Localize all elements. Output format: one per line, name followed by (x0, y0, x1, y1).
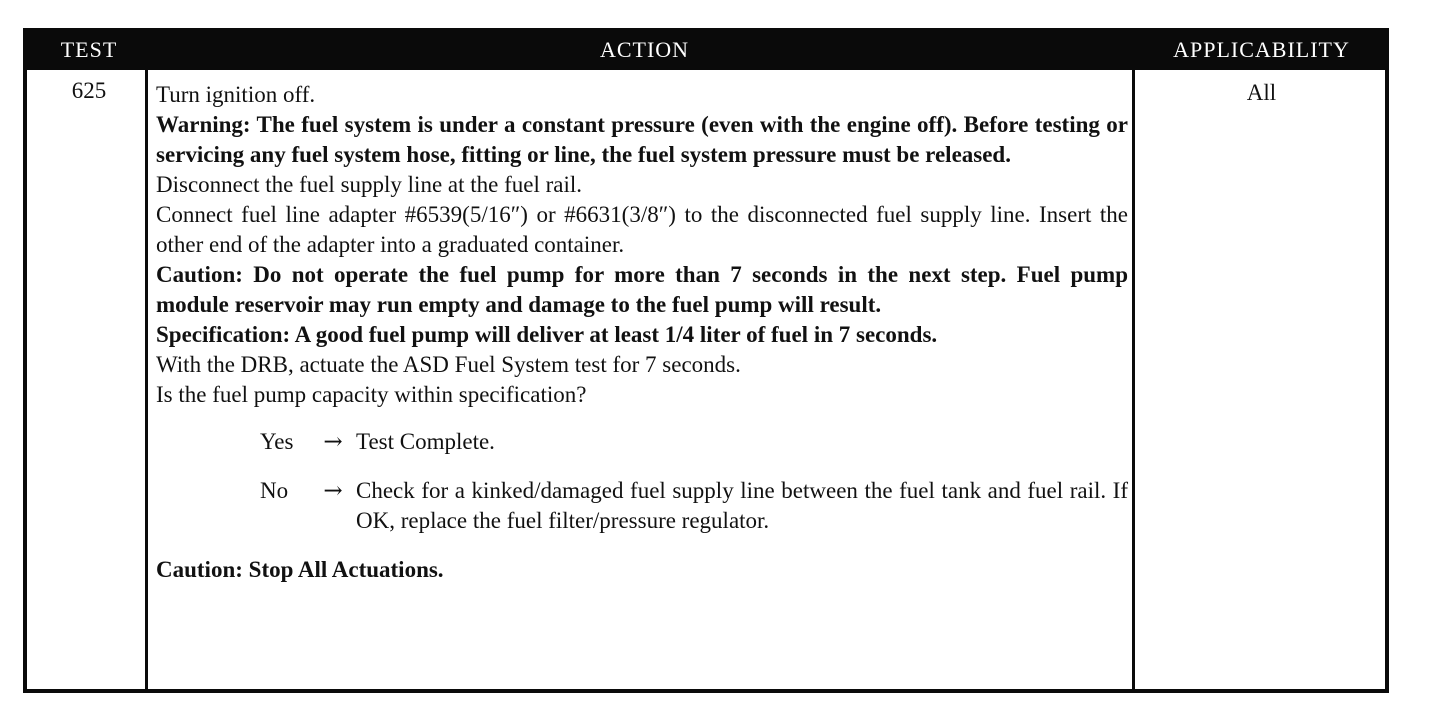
step-actuate-asd-test: With the DRB, actuate the ASD Fuel System test for 7 seconds. (156, 352, 741, 377)
answer-no-text: Check for a kinked/damaged fuel supply line between the fuel tank and fuel rail. If OK, replace the fuel filter/pressure regulator. (356, 478, 1128, 533)
diagnostic-table (23, 28, 1389, 693)
header-test: TEST (60, 37, 118, 62)
step-disconnect-supply-line: Disconnect the fuel supply line at the fuel rail. (156, 172, 583, 197)
column-divider-test (145, 70, 148, 693)
specification-fuel-volume: Specification: A good fuel pump will deliver at least 1/4 liter of fuel in 7 seconds. (156, 322, 938, 347)
answer-yes-label: Yes (260, 429, 294, 454)
step-turn-ignition-off: Turn ignition off. (156, 82, 316, 107)
answer-yes-text: Test Complete. (356, 429, 495, 454)
applicability-value: All (1246, 80, 1277, 105)
caution-stop-actuations: Caution: Stop All Actuations. (156, 557, 444, 582)
answer-no (260, 476, 1128, 536)
arrow-right-icon: → (323, 478, 343, 504)
answer-list (260, 427, 1128, 536)
question-capacity-spec: Is the fuel pump capacity within specification? (156, 382, 587, 407)
column-divider-applicability (1132, 70, 1135, 693)
header-action: ACTION (599, 37, 690, 62)
table-header-row (27, 32, 1385, 70)
answer-yes (260, 427, 1128, 457)
action-cell (156, 80, 1128, 585)
step-connect-adapter: Connect fuel line adapter #6539(5/16″) or #6631(3/8″) to the disconnected fuel supply line. Insert the other end of the adapter into a graduated container. (156, 202, 1128, 257)
warning-fuel-pressure: Warning: The fuel system is under a constant pressure (even with the engine off). Before testing or servicing any fuel system hose, fitting or line, the fuel system pressure must be released. (156, 112, 1128, 167)
answer-no-label: No (260, 478, 289, 503)
arrow-right-icon: → (323, 429, 343, 455)
header-applicability: APPLICABILITY (1173, 37, 1350, 62)
test-number: 625 (71, 78, 107, 103)
caution-pump-duration: Caution: Do not operate the fuel pump for more than 7 seconds in the next step. Fuel pump module reservoir may run empty and damage to the fuel pump will result. (156, 262, 1128, 317)
